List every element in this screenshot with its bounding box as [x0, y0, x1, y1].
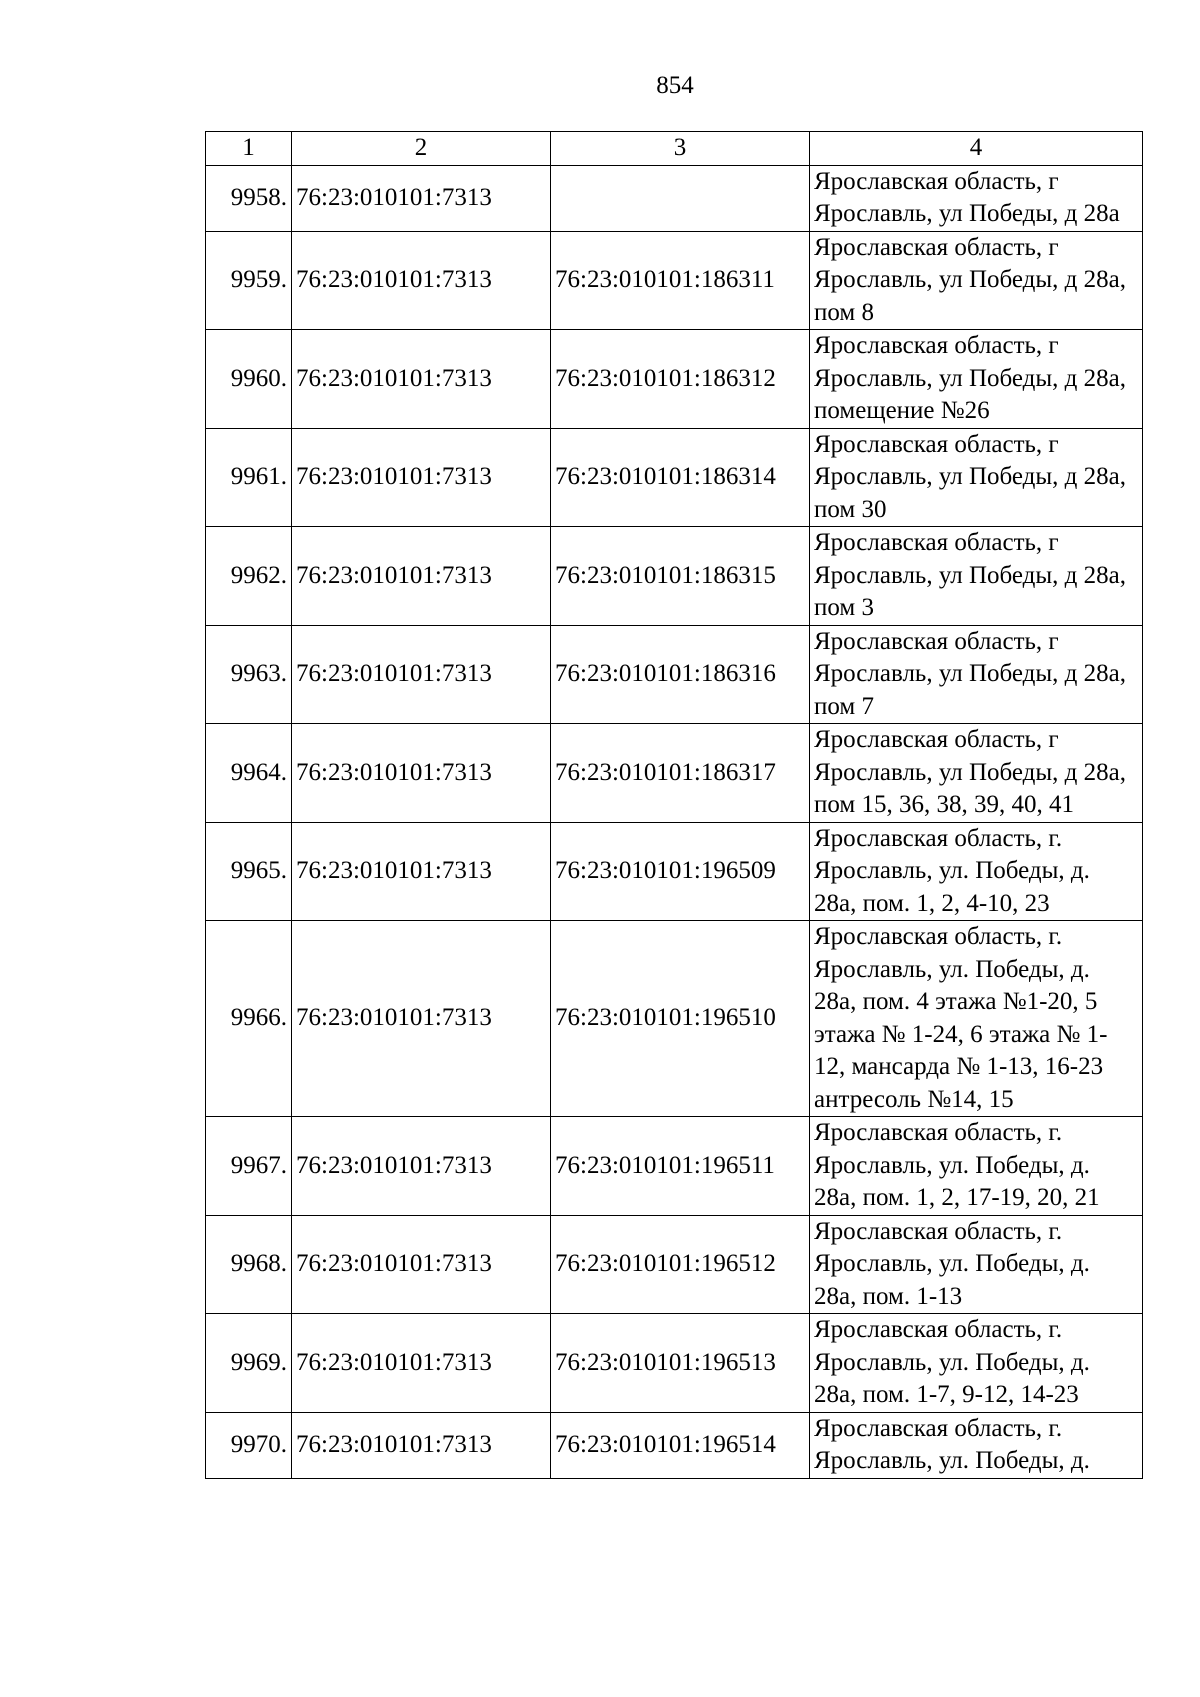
table-row — [206, 1412, 1143, 1478]
table-row — [206, 724, 1143, 823]
premises-cadastral-cell: 76:23:010101:186311 — [551, 231, 810, 330]
row-number-cell: 9962. — [206, 527, 292, 626]
address-cell: Ярославская область, г Ярославль, ул Победы, д 28а, пом 15, 36, 38, 39, 40, 41 — [810, 724, 1143, 823]
row-number-cell: 9961. — [206, 428, 292, 527]
address-cell: Ярославская область, г Ярославль, ул Победы, д 28а, пом 7 — [810, 625, 1143, 724]
row-number-cell: 9960. — [206, 330, 292, 429]
cadastral-number-cell: 76:23:010101:7313 — [292, 625, 551, 724]
address-cell: Ярославская область, г. Ярославль, ул. Победы, д. — [810, 1412, 1143, 1478]
premises-cadastral-cell: 76:23:010101:186317 — [551, 724, 810, 823]
row-number-cell: 9965. — [206, 822, 292, 921]
cadastral-number-cell: 76:23:010101:7313 — [292, 724, 551, 823]
row-number-cell: 9958. — [206, 165, 292, 231]
cadastral-number-cell: 76:23:010101:7313 — [292, 822, 551, 921]
table-row — [206, 1314, 1143, 1413]
row-number-cell: 9968. — [206, 1215, 292, 1314]
address-cell: Ярославская область, г Ярославль, ул Победы, д 28а — [810, 165, 1143, 231]
premises-cadastral-cell: 76:23:010101:196512 — [551, 1215, 810, 1314]
header-cell-4: 4 — [810, 132, 1143, 166]
registry-table — [205, 131, 1143, 1479]
table-row — [206, 822, 1143, 921]
table-row — [206, 921, 1143, 1117]
cadastral-number-cell: 76:23:010101:7313 — [292, 921, 551, 1117]
cadastral-number-cell: 76:23:010101:7313 — [292, 1215, 551, 1314]
address-cell: Ярославская область, г. Ярославль, ул. Победы, д. 28а, пом. 4 этажа №1-20, 5 этажа № 1-24, 6 этажа № 1-12, мансарда № 1-13, 16-23 антресоль №14, 15 — [810, 921, 1143, 1117]
address-cell: Ярославская область, г. Ярославль, ул. Победы, д. 28а, пом. 1-13 — [810, 1215, 1143, 1314]
table-row — [206, 165, 1143, 231]
row-number-cell: 9970. — [206, 1412, 292, 1478]
address-cell: Ярославская область, г Ярославль, ул Победы, д 28а, пом 3 — [810, 527, 1143, 626]
row-number-cell: 9966. — [206, 921, 292, 1117]
address-cell: Ярославская область, г Ярославль, ул Победы, д 28а, помещение №26 — [810, 330, 1143, 429]
cadastral-number-cell: 76:23:010101:7313 — [292, 165, 551, 231]
header-cell-2: 2 — [292, 132, 551, 166]
table-row — [206, 527, 1143, 626]
header-cell-1: 1 — [206, 132, 292, 166]
cadastral-number-cell: 76:23:010101:7313 — [292, 330, 551, 429]
cadastral-number-cell: 76:23:010101:7313 — [292, 1117, 551, 1216]
row-number-cell: 9964. — [206, 724, 292, 823]
cadastral-number-cell: 76:23:010101:7313 — [292, 231, 551, 330]
address-cell: Ярославская область, г. Ярославль, ул. Победы, д. 28а, пом. 1-7, 9-12, 14-23 — [810, 1314, 1143, 1413]
premises-cadastral-cell: 76:23:010101:186316 — [551, 625, 810, 724]
cadastral-number-cell: 76:23:010101:7313 — [292, 428, 551, 527]
address-cell: Ярославская область, г. Ярославль, ул. Победы, д. 28а, пом. 1, 2, 4-10, 23 — [810, 822, 1143, 921]
table-row — [206, 231, 1143, 330]
cadastral-number-cell: 76:23:010101:7313 — [292, 1412, 551, 1478]
premises-cadastral-cell — [551, 165, 810, 231]
row-number-cell: 9969. — [206, 1314, 292, 1413]
premises-cadastral-cell: 76:23:010101:196513 — [551, 1314, 810, 1413]
table-header-row — [206, 132, 1143, 166]
page-number: 854 — [656, 72, 694, 99]
address-cell: Ярославская область, г Ярославль, ул Победы, д 28а, пом 30 — [810, 428, 1143, 527]
table-row — [206, 428, 1143, 527]
premises-cadastral-cell: 76:23:010101:196509 — [551, 822, 810, 921]
table-row — [206, 1117, 1143, 1216]
table-row — [206, 625, 1143, 724]
row-number-cell: 9967. — [206, 1117, 292, 1216]
cadastral-number-cell: 76:23:010101:7313 — [292, 527, 551, 626]
table-row — [206, 1215, 1143, 1314]
table-row — [206, 330, 1143, 429]
row-number-cell: 9963. — [206, 625, 292, 724]
premises-cadastral-cell: 76:23:010101:186312 — [551, 330, 810, 429]
table-body — [206, 132, 1143, 1479]
premises-cadastral-cell: 76:23:010101:196514 — [551, 1412, 810, 1478]
row-number-cell: 9959. — [206, 231, 292, 330]
header-cell-3: 3 — [551, 132, 810, 166]
premises-cadastral-cell: 76:23:010101:186314 — [551, 428, 810, 527]
address-cell: Ярославская область, г. Ярославль, ул. Победы, д. 28а, пом. 1, 2, 17-19, 20, 21 — [810, 1117, 1143, 1216]
premises-cadastral-cell: 76:23:010101:196511 — [551, 1117, 810, 1216]
cadastral-number-cell: 76:23:010101:7313 — [292, 1314, 551, 1413]
address-cell: Ярославская область, г Ярославль, ул Победы, д 28а, пом 8 — [810, 231, 1143, 330]
premises-cadastral-cell: 76:23:010101:186315 — [551, 527, 810, 626]
premises-cadastral-cell: 76:23:010101:196510 — [551, 921, 810, 1117]
